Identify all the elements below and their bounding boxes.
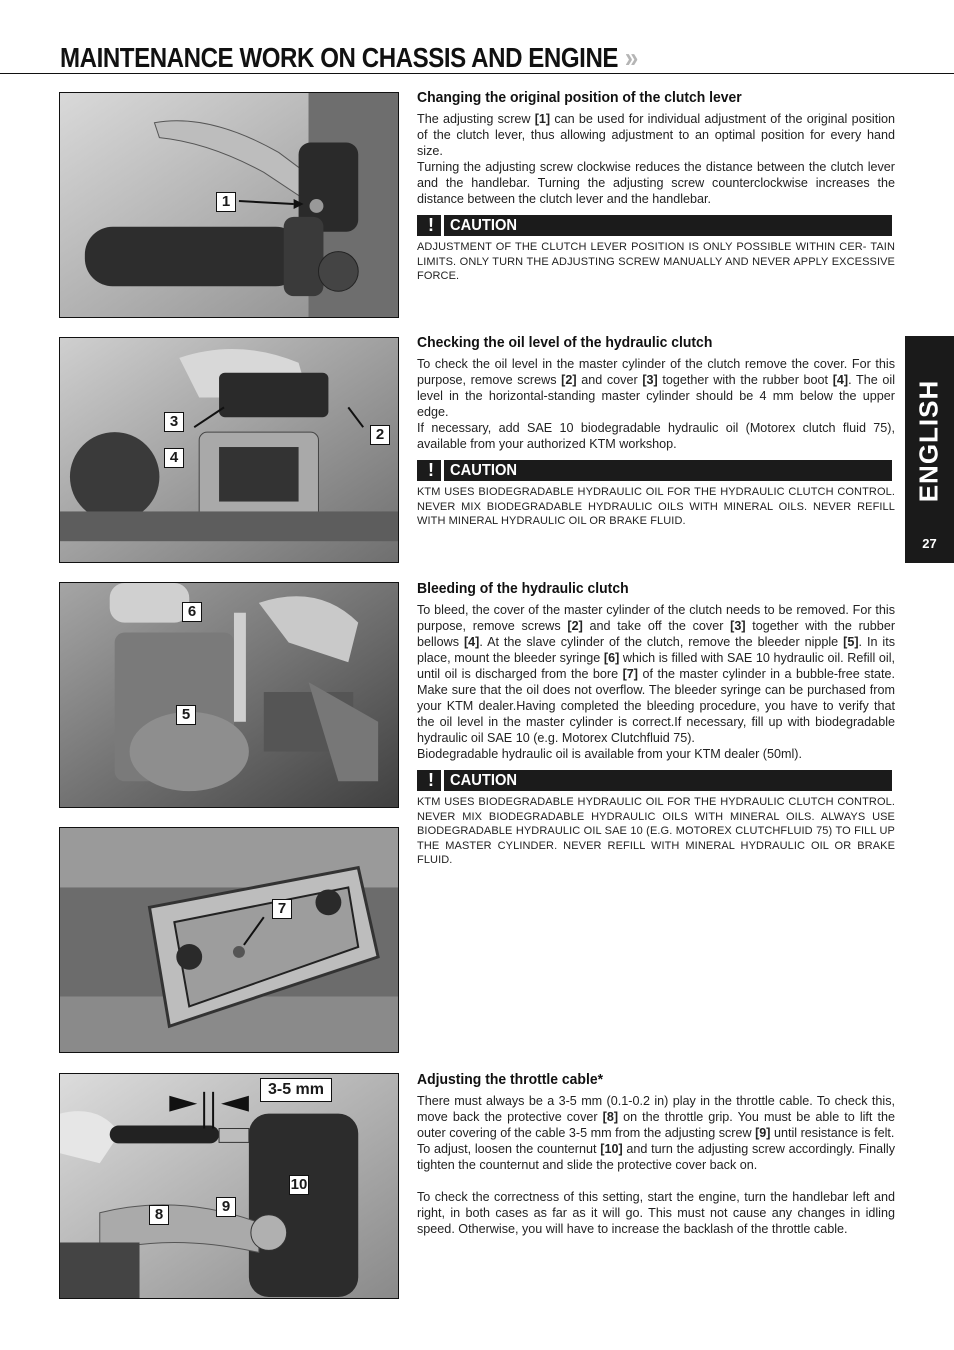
part-reference: [2] <box>561 373 577 387</box>
page-title-text: MAINTENANCE WORK ON CHASSIS AND ENGINE <box>60 42 619 73</box>
callout-9: 9 <box>216 1197 236 1217</box>
section-bleeding <box>417 580 895 868</box>
callout-1: 1 <box>216 192 236 212</box>
photo-bleeding-engine <box>59 582 399 808</box>
callout-8: 8 <box>149 1205 169 1225</box>
title-rule <box>0 73 954 74</box>
part-reference: [10] <box>600 1142 623 1156</box>
caution-bar <box>417 215 892 236</box>
part-reference: [8] <box>602 1110 619 1124</box>
paragraph: Biodegradable hydraulic oil is available from your KTM dealer (50ml). <box>417 747 802 761</box>
part-reference: [9] <box>755 1126 771 1140</box>
callout-10: 10 <box>290 1176 308 1193</box>
part-reference: [3] <box>730 619 746 633</box>
section-heading: Checking the oil level of the hydraulic clutch <box>417 334 713 351</box>
caution-divider <box>441 460 444 481</box>
caution-label: CAUTION <box>450 217 518 234</box>
callout-5: 5 <box>176 705 196 725</box>
paragraph: To check the oil level in the master cylinder of the clutch remove the cover. For this purpose, remove screws [2] and cover [3] together with the rubber boot [4]. The oil level in the horizontal-standing master cylinder should be 4 mm below the upper edge. <box>417 357 896 419</box>
exclamation-icon: ! <box>428 770 434 790</box>
photo-throttle-cable <box>59 1073 399 1299</box>
part-reference: [7] <box>622 667 639 681</box>
paragraph: To bleed, the cover of the master cylinder of the clutch needs to be removed. For this purpose, remove screws [2] and take off the cover [3] together with the rubber bellows [4]. At the slave cylinder of the clutch, remove the bleeder nipple [5]. In its place, mount the bleeder syringe [6] which is filled with SAE 10 hydraulic oil. Refill oil, until oil is discharged from the bore [7] of the master cylinder in a bubble-free state. Make sure that the oil does not overflow. The bleeder syringe can be purchased from your KTM dealer.Having completed the bleeding procedure, you have to verify that the oil level in the master cylinder is correct.If necessary, fill up with biodegradable hydraulic oil SAE 10 (e.g. Motorex Clutchfluid 75). <box>417 603 896 745</box>
callout-7: 7 <box>272 899 292 919</box>
section-oil-level <box>417 334 895 529</box>
section-heading: Changing the original position of the clutch lever <box>417 89 742 106</box>
paragraph: If necessary, add SAE 10 biodegradable hydraulic oil (Motorex clutch fluid 75), available from your authorized KTM workshop. <box>417 421 895 451</box>
exclamation-icon: ! <box>428 460 434 480</box>
section-throttle-cable <box>417 1071 895 1237</box>
caution-text: KTM USES BIODEGRADABLE HYDRAULIC OIL FOR THE HYDRAULIC CLUTCH CONTROL. NEVER MIX BIODEGRADABLE HYDRAULIC OILS WITH MINERAL OILS. NEVER REFILL WITH MINERAL HYDRAULIC OIL OR BRAKE FLUID. <box>417 486 895 527</box>
caution-label: CAUTION <box>450 772 518 789</box>
part-reference: [3] <box>642 373 658 387</box>
page-title <box>60 42 638 74</box>
section-heading: Bleeding of the hydraulic clutch <box>417 580 629 597</box>
part-reference: [1] <box>534 112 551 126</box>
caution-label: CAUTION <box>450 462 518 479</box>
language-label: ENGLISH <box>913 379 944 503</box>
callout-4: 4 <box>164 448 184 468</box>
caution-bar <box>417 770 892 791</box>
photo-master-cylinder <box>59 827 399 1053</box>
part-reference: [4] <box>463 635 480 649</box>
language-tab <box>905 336 954 563</box>
exclamation-icon: ! <box>428 215 434 235</box>
paragraph: Turning the adjusting screw clockwise reduces the distance between the clutch lever and the handlebar. Turning the adjusting screw counterclockwise increases the distance between the clutch lever and the handlebar. <box>417 160 895 206</box>
photo-oil-level <box>59 337 399 563</box>
part-reference: [6] <box>603 651 620 665</box>
caution-bar <box>417 460 892 481</box>
part-reference: [5] <box>843 635 859 649</box>
caution-text: KTM USES BIODEGRADABLE HYDRAULIC OIL FOR THE HYDRAULIC CLUTCH CONTROL. NEVER MIX BIODEGRADABLE HYDRAULIC OILS WITH MINERAL OILS. ALWAYS USE BIODEGRADABLE HYDRAULIC OIL SAE 10 (E.G. MOTOREX CLUTCHFLUID 75) TO FILL UP THE MASTER CYLINDER. NEVER REFILL WITH MINERAL HYDRAULIC OIL OR BRAKE FLUID. <box>417 796 895 866</box>
paragraph-spacer <box>417 1173 895 1189</box>
caution-text: ADJUSTMENT OF THE CLUTCH LEVER POSITION IS ONLY POSSIBLE WITHIN CER- TAIN LIMITS. ONLY TURN THE ADJUSTING SCREW MANUALLY AND NEVER APPLY EXCESSIVE FORCE. <box>417 241 895 282</box>
section-heading: Adjusting the throttle cable* <box>417 1071 604 1088</box>
paragraph: To check the correctness of this setting, start the engine, turn the handlebar left and right, in both cases as far as it will go. This must not cause any changes in idling speed. Otherwise, you will have to increase the backlash of the throttle cable. <box>417 1190 895 1236</box>
paragraph: There must always be a 3-5 mm (0.1-0.2 in) play in the throttle cable. To check this, move back the protective cover [8] on the throttle grip. You must be able to lift the outer covering of the cable 3-5 mm from the adjusting screw [9] until resistance is felt. <box>417 1094 895 1140</box>
callout-3: 3 <box>164 412 184 432</box>
caution-divider <box>441 770 444 791</box>
section-clutch-lever <box>417 89 895 284</box>
callout-2: 2 <box>370 425 390 445</box>
chevron-icon: » <box>624 42 638 73</box>
caution-divider <box>441 215 444 236</box>
callout-6: 6 <box>182 602 202 622</box>
callout-3-5-mm: 3-5 mm <box>260 1078 332 1102</box>
part-reference: [2] <box>567 619 583 633</box>
paragraph: The adjusting screw [1] can be used for individual adjustment of the original position of the clutch lever, thus allowing adjustment to an optimal position for every hand size. <box>417 112 895 158</box>
paragraph: To adjust, loosen the counternut [10] and turn the adjusting screw accordingly. Finally tighten the counternut and slide the protective cover back on. <box>417 1142 896 1172</box>
part-reference: [4] <box>832 373 849 387</box>
page-number: 27 <box>922 536 937 551</box>
